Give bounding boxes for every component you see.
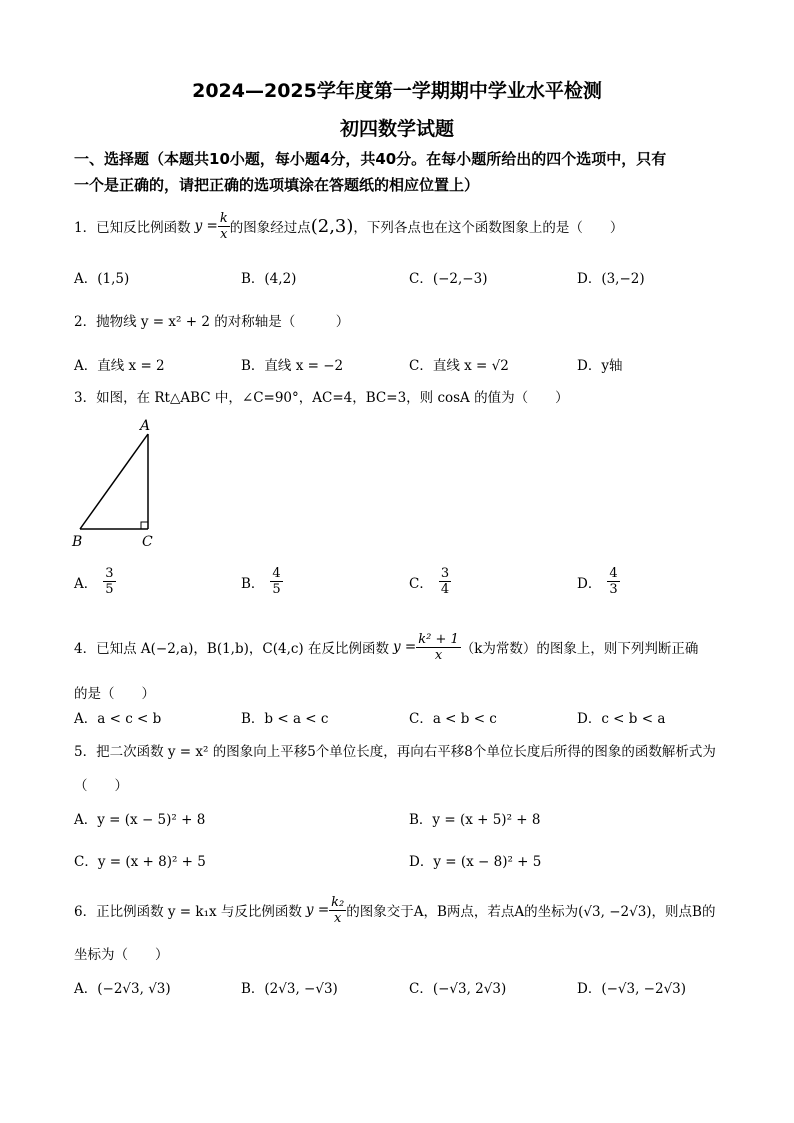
q3-option-d-den: 3 — [609, 582, 618, 597]
q1-point: (2,3) — [310, 215, 354, 237]
q4-option-a[interactable]: A．a < c < b — [74, 711, 162, 727]
q3-option-b-letter: B． — [241, 575, 265, 592]
q2-option-d[interactable]: D．y轴 — [577, 358, 623, 374]
q3-option-a[interactable] — [74, 566, 116, 597]
q1-option-c[interactable]: C．(−2,−3) — [409, 271, 488, 287]
q3-option-d-letter: D． — [577, 575, 602, 592]
q3-option-a-den: 5 — [105, 582, 114, 597]
section-header-line1: 一、选择题（本题共10小题，每小题4分，共40分。在每小题所给出的四个选项中，只有 — [74, 150, 667, 168]
q5-option-c[interactable]: C．y = (x + 8)² + 5 — [74, 854, 206, 870]
q4-option-d[interactable]: D．c < b < a — [577, 711, 666, 727]
question-6-stem — [74, 890, 715, 930]
q3-option-a-fraction — [103, 566, 115, 597]
q3-option-d-num: 4 — [609, 566, 618, 581]
q4-denominator: x — [434, 647, 443, 663]
exam-title: 2024—2025学年度第一学期期中学业水平检测 — [192, 80, 602, 102]
q3-option-b-fraction — [270, 566, 282, 597]
triangle-figure — [68, 414, 164, 550]
q1-denominator: x — [220, 226, 228, 242]
q3-option-c-den: 4 — [440, 582, 450, 597]
q5-option-d[interactable]: D．y = (x − 8)² + 5 — [409, 854, 542, 870]
q1-y: y = — [194, 218, 218, 234]
q6-pre: 6．正比例函数 y = k₁x 与反比例函数 — [74, 904, 302, 920]
q1-option-b[interactable]: B．(4,2) — [241, 271, 297, 287]
q3-option-c-num: 3 — [440, 566, 450, 581]
q1-pre: 1．已知反比例函数 — [74, 220, 191, 236]
q6-fraction — [329, 895, 346, 926]
question-5-line2: （ ） — [74, 778, 128, 794]
q3-option-a-num: 3 — [105, 566, 114, 581]
q6-numerator: k₂ — [331, 894, 345, 910]
q1-option-d[interactable]: D．(3,−2) — [577, 271, 645, 287]
side-ab — [80, 434, 148, 529]
q3-option-c[interactable] — [409, 566, 451, 597]
q6-post: 的图象交于A，B两点，若点A的坐标为(√3, −2√3)，则点B的 — [346, 904, 716, 920]
question-4-stem — [74, 628, 698, 666]
section-header-line2: 一个是正确的，请把正确的选项填涂在答题纸的相应位置上） — [74, 176, 480, 194]
q3-option-c-letter: C． — [409, 575, 433, 592]
q3-option-d-fraction — [607, 566, 619, 597]
q6-option-c[interactable]: C．(−√3, 2√3) — [409, 981, 507, 997]
q5-option-a[interactable]: A．y = (x − 5)² + 8 — [74, 812, 206, 828]
q3-option-b[interactable] — [241, 566, 283, 597]
q3-option-d[interactable] — [577, 566, 620, 597]
q4-numerator: k² + 1 — [418, 631, 459, 647]
vertex-label-c: C — [142, 534, 153, 550]
vertex-label-a: A — [140, 418, 151, 434]
question-1-stem — [74, 208, 623, 244]
question-6-line2: 坐标为（ ） — [74, 947, 169, 963]
q2-option-a[interactable]: A．直线 x = 2 — [74, 358, 165, 374]
q4-option-b[interactable]: B．b < a < c — [241, 711, 329, 727]
vertex-label-b: B — [72, 534, 83, 550]
q4-option-c[interactable]: C．a < b < c — [409, 711, 497, 727]
q4-pre: 4．已知点 A(−2,a)，B(1,b)，C(4,c) 在反比例函数 — [74, 641, 389, 657]
question-2-stem: 2．抛物线 y = x² + 2 的对称轴是（ ） — [74, 314, 350, 330]
q3-option-b-num: 4 — [272, 566, 281, 581]
q1-option-a[interactable]: A．(1,5) — [74, 271, 130, 287]
q1-fraction — [218, 211, 230, 242]
q6-option-a[interactable]: A．(−2√3, √3) — [74, 981, 171, 997]
question-4-line2: 的是（ ） — [74, 686, 155, 702]
q2-option-b[interactable]: B．直线 x = −2 — [241, 358, 344, 374]
question-5-stem: 5．把二次函数 y = x² 的图象向上平移5个单位长度，再向右平移8个单位长度后所得的图象的函数解析式为 — [74, 744, 716, 760]
q3-option-c-fraction — [439, 566, 451, 597]
q4-y: y = — [392, 639, 417, 655]
q6-y: y = — [305, 902, 330, 918]
q2-option-c[interactable]: C．直线 x = √2 — [409, 358, 509, 374]
exam-subtitle: 初四数学试题 — [339, 118, 454, 140]
q3-option-b-den: 5 — [272, 582, 281, 597]
question-3-stem: 3．如图，在 Rt△ABC 中，∠C=90°，AC=4，BC=3，则 cosA 的值为（ ） — [74, 390, 569, 406]
q1-mid: 的图象经过点 — [229, 220, 311, 236]
q4-fraction — [416, 632, 461, 663]
q6-denominator: x — [334, 910, 342, 926]
q6-option-b[interactable]: B．(2√3, −√3) — [241, 981, 338, 997]
q4-post: （k为常数）的图象上，则下列判断正确 — [460, 641, 699, 657]
q5-option-b[interactable]: B．y = (x + 5)² + 8 — [409, 812, 541, 828]
right-angle-mark — [141, 522, 148, 529]
q1-post: ，下列各点也在这个函数图象上的是（ ） — [353, 220, 624, 236]
q3-option-a-letter: A． — [74, 575, 98, 592]
q6-option-d[interactable]: D．(−√3, −2√3) — [577, 981, 687, 997]
q1-numerator: k — [219, 210, 228, 226]
